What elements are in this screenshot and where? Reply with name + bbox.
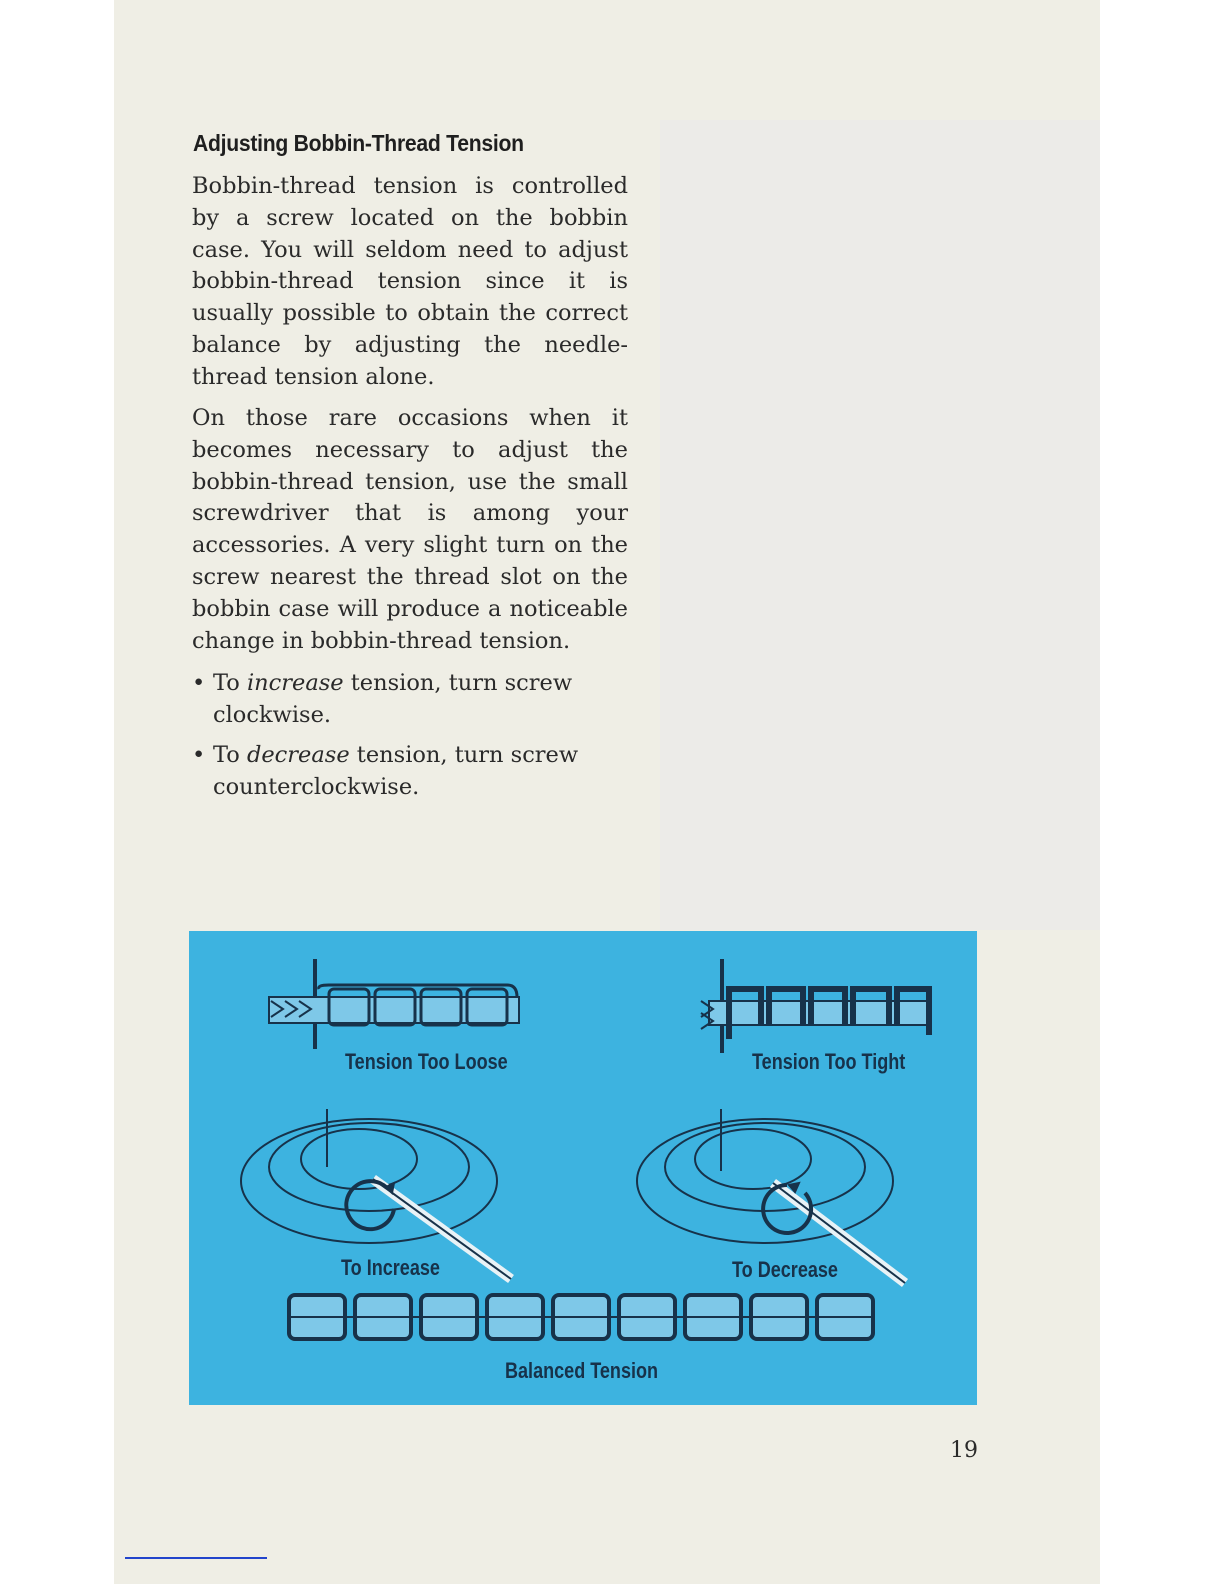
caption-tension-too-tight: Tension Too Tight (752, 1049, 906, 1074)
section-heading: Adjusting Bobbin-Thread Tension (193, 130, 524, 156)
page-number: 19 (950, 1438, 978, 1463)
show-through-shadow (660, 120, 1100, 930)
bullet-increase (192, 668, 628, 732)
bullet-decrease (192, 740, 628, 804)
paragraph-1: Bobbin-thread tension is controlled by a screw located on the bobbin case. You will seldom need to adjust bobbin-thread tension since it is usually possible to obtain the correct balance by adjusting the needle-thread tension alone. (192, 173, 628, 390)
caption-to-increase: To Increase (341, 1255, 440, 1280)
bullet-text: To decrease tension, turn screw counterclockwise. (213, 742, 579, 800)
loose-stitch-diagram (269, 959, 519, 1049)
bullet-dot: • (192, 670, 206, 696)
tension-illustration (189, 931, 977, 1405)
caption-balanced-tension: Balanced Tension (505, 1358, 659, 1383)
caption-to-decrease: To Decrease (732, 1257, 838, 1282)
balanced-stitch-diagram (289, 1295, 873, 1339)
bullet-text: To increase tension, turn screw clockwise. (213, 670, 573, 728)
caption-tension-too-loose: Tension Too Loose (345, 1049, 508, 1074)
tight-stitch-diagram (701, 959, 929, 1053)
bullet-dot: • (192, 742, 206, 768)
illustration-drawing (189, 931, 977, 1405)
emphasis-increase: increase (246, 670, 344, 696)
bobbin-case-increase (241, 1109, 511, 1279)
margin-line (125, 1557, 267, 1559)
paragraph-2: On those rare occasions when it becomes necessary to adjust the bobbin-thread tension, use the small screwdriver that is among your accessories. A very slight turn on the screw nearest the thread slot on the bobbin case will produce a noticeable change in bobbin-thread tension. (192, 405, 628, 654)
emphasis-decrease: decrease (246, 742, 350, 768)
